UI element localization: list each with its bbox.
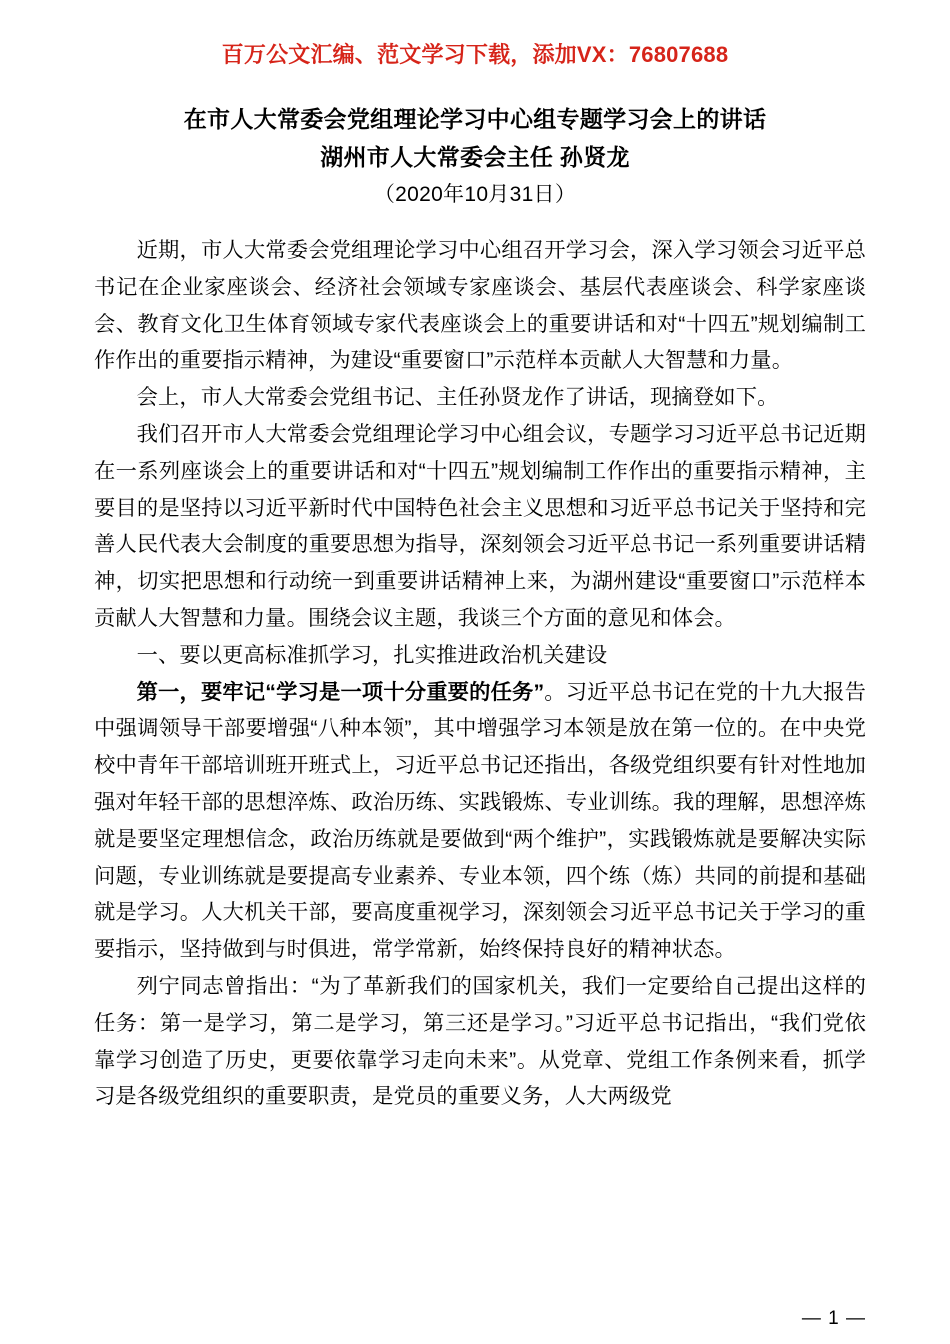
paragraph-text: 。习近平总书记在党的十九大报告中强调领导干部要增强“八种本领”，其中增强学习本领是放在第一位的。在中央党校中青年干部培训班开班式上，习近平总书记还指出，各级党组织要有针对性地加强对年轻干部的思想淬炼、政治历练、实践锻炼、专业训练。我的理解，思想淬炼就是要坚定理想信念，政治历练就是要做到“两个维护”，实践锻炼就是要解决实际问题，专业训练就是要提高专业素养、专业本领，四个练（炼）共同的前提和基础就是学习。人大机关干部，要高度重视学习，深刻领会习近平总书记关于学习的重要指示，坚持做到与时俱进，常学常新，始终保持良好的精神状态。 [94, 679, 866, 962]
body-paragraph [94, 674, 866, 968]
page-title: 在市人大常委会党组理论学习中心组专题学习会上的讲话 [183, 106, 767, 132]
paragraph-text: 我们召开市人大常委会党组理论学习中心组会议，专题学习习近平总书记近期在一系列座谈会上的重要讲话和对“十四五”规划编制工作作出的重要指示精神，主要目的是坚持以习近平新时代中国特色社会主义思想和习近平总书记关于坚持和完善人民代表大会制度的重要思想为指导，深刻领会习近平总书记一系列重要讲话精神，切实把思想和行动统一到重要讲话精神上来，为湖州建设“重要窗口”示范样本贡献人大智慧和力量。围绕会议主题，我谈三个方面的意见和体会。 [94, 421, 866, 630]
title-date: （2020年10月31日） [373, 183, 577, 206]
page-number: — 1 — [801, 1308, 866, 1329]
body-paragraph [94, 968, 866, 1115]
paragraph-text: 会上，市人大常委会党组书记、主任孙贤龙作了讲话，现摘登如下。 [136, 385, 779, 410]
body-paragraph [94, 379, 866, 416]
title-byline: 湖州市人大常委会主任 孙贤龙 [320, 144, 630, 170]
section-heading-1 [94, 637, 866, 674]
promo-header-text: 百万公文汇编、范文学习下载，添加VX：76807688 [221, 42, 729, 67]
paragraph-text: 列宁同志曾指出：“为了革新我们的国家机关，我们一定要给自己提出这样的任务：第一是学习，第二是学习，第三还是学习。”习近平总书记指出，“我们党依靠学习创造了历史，更要依靠学习走向未来”。从党章、党组工作条例来看，抓学习是各级党组织的重要职责，是党员的重要义务，人大两级党 [94, 973, 866, 1109]
title-block [0, 100, 950, 214]
paragraph-text: 近期，市人大常委会党组理论学习中心组召开学习会，深入学习领会习近平总书记在企业家座谈会、经济社会领域专家座谈会、基层代表座谈会、科学家座谈会、教育文化卫生体育领域专家代表座谈会上的重要讲话和对“十四五”规划编制工作作出的重要指示精神，为建设“重要窗口”示范样本贡献人大智慧和力量。 [94, 238, 866, 373]
document-body [94, 232, 866, 1115]
paragraph-bold-lead: 第一，要牢记“学习是一项十分重要的任务” [136, 679, 545, 704]
section-heading-text: 一、要以更高标准抓学习，扎实推进政治机关建设 [136, 642, 608, 667]
body-paragraph [94, 232, 866, 379]
body-paragraph [94, 416, 866, 637]
